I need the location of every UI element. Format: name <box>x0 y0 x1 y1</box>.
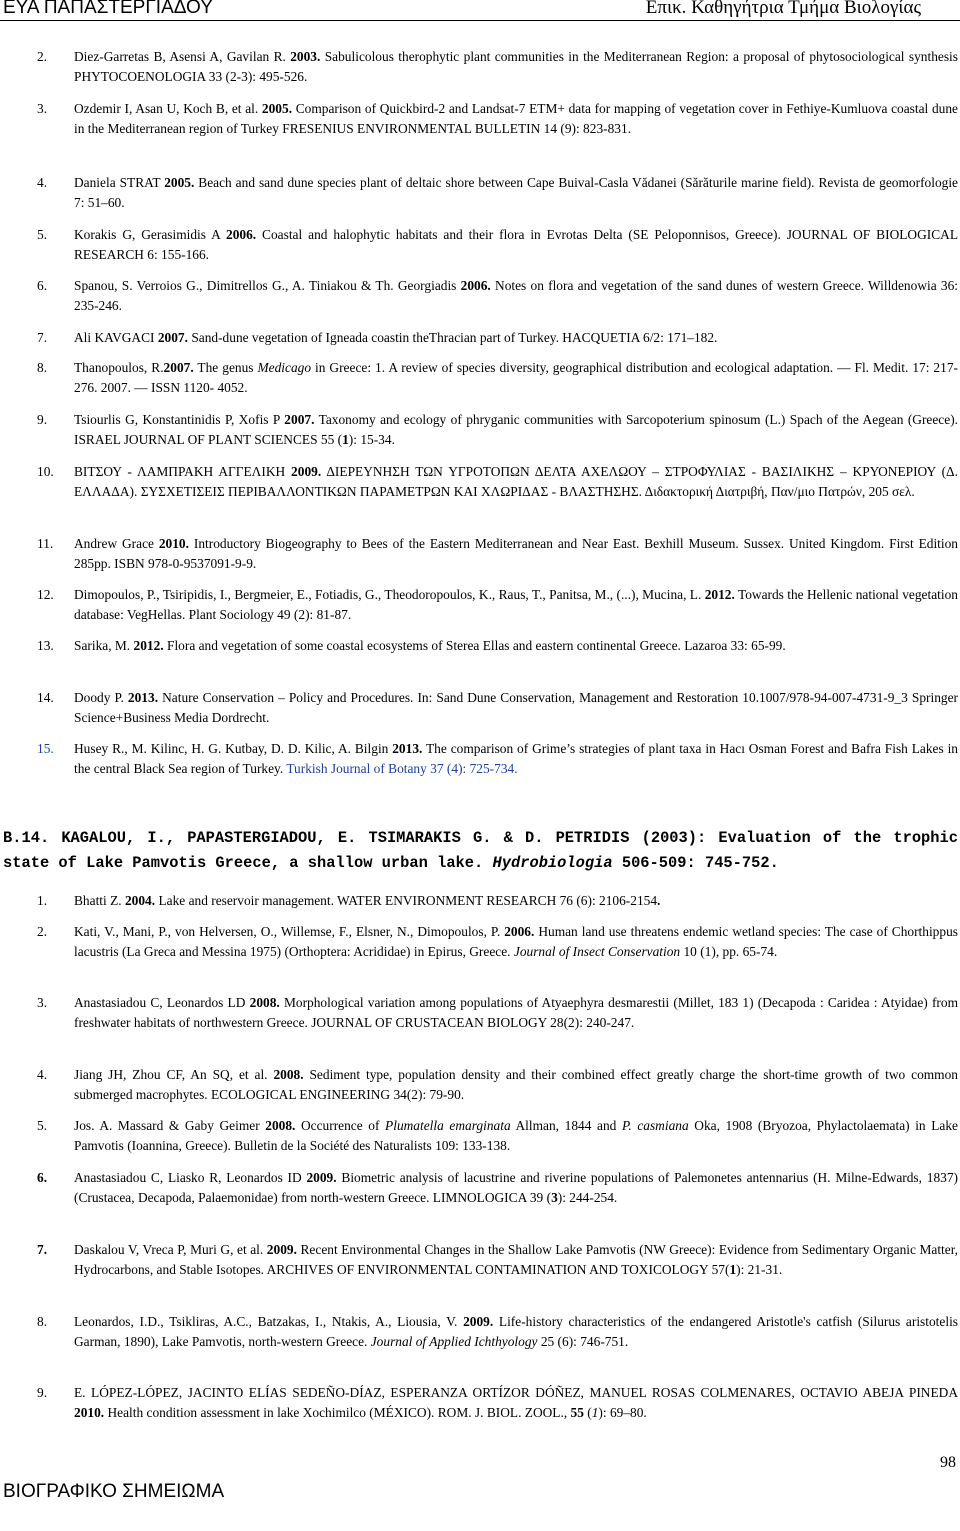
reference-text-segment: 2006. <box>460 278 491 293</box>
reference-entry <box>74 1168 958 1207</box>
reference-text-segment: P. casmiana <box>621 1118 689 1133</box>
reference-number: 14. <box>37 690 54 705</box>
reference-text-segment: Notes on flora and vegetation of the sand dunes of western Greece. Willdenowia 36: 235-246. <box>74 278 959 313</box>
reference-text-segment: 2009. <box>306 1170 337 1185</box>
reference-text-segment: The genus <box>193 360 258 375</box>
reference-text-segment: 2009. <box>463 1314 494 1329</box>
reference-entry <box>74 993 958 1032</box>
reference-text-segment: 2003. <box>290 49 321 64</box>
reference-number: 8. <box>37 1314 48 1329</box>
reference-entry <box>74 891 958 911</box>
reference-text-segment: 2010. <box>74 1404 105 1420</box>
reference-text-segment: 2006. <box>504 924 535 939</box>
reference-text-segment: 2007. <box>163 360 194 375</box>
footer-title: ΒΙΟΓΡΑΦΙΚΟ ΣΗΜΕΙΩΜΑ <box>3 1481 225 1502</box>
reference-text-segment[interactable]: Turkish Journal of Botany 37 (4): 725-734. <box>286 760 518 776</box>
reference-text-segment: Oka, 1908 (Bryozoa, Phylactolaemata) in Lake Pamvotis (Ioannina, Greece). Bulletin de la Société des Naturalists 109: 133-138. <box>74 1118 958 1153</box>
reference-number: 6. <box>37 1170 48 1185</box>
reference-entry <box>74 1116 958 1155</box>
reference-entry <box>74 276 958 315</box>
reference-text-segment: Taxonomy and ecology of phryganic communities with Sarcopoterium spinosum (L.) Spach of the Aegean (Greece). ISRAEL JOURNAL OF PLANT SCIENCES 55 ( <box>74 412 958 447</box>
reference-text-segment: Jos. A. Massard & Gaby Geimer <box>74 1118 266 1133</box>
reference-text-segment: ): 15-34. <box>348 431 395 447</box>
reference-number: 3. <box>37 995 48 1010</box>
reference-text-segment: Daskalou V, Vreca P, Muri G, et al. <box>74 1242 267 1257</box>
reference-text-segment: 2012. <box>704 587 735 602</box>
reference-number: 12. <box>37 587 54 602</box>
reference-entry <box>74 534 958 573</box>
reference-text-segment: 2005. <box>164 175 195 190</box>
reference-entry <box>74 688 958 727</box>
reference-number: 4. <box>37 1067 48 1082</box>
reference-text-segment: . <box>657 893 661 908</box>
reference-text-segment: Ozdemir I, Asan U, Koch B, et al. <box>74 101 262 116</box>
reference-number: 2. <box>37 49 48 64</box>
reference-text-segment: Daniela STRAT <box>74 175 165 190</box>
reference-text-segment: Journal of Applied Ichthyology <box>370 1333 538 1349</box>
reference-text-segment: Life-history characteristics of the endangered Aristotle's catfish (Silurus aristotelis Garman, 1890), Lake Pamvotis, north-western Greece. <box>74 1314 959 1349</box>
page-header-left: ΕΥΑ ΠΑΠΑΣΤΕΡΓΙΑΔΟΥ <box>3 0 213 18</box>
reference-text-segment: 2004. <box>124 893 156 908</box>
reference-number: 7. <box>37 1242 48 1257</box>
reference-text-segment: Sand-dune vegetation of Igneada coastin theThracian part of Turkey. HACQUETIA 6/2: 171–182. <box>187 330 718 345</box>
reference-number: 13. <box>37 638 54 653</box>
header-rule <box>0 20 960 21</box>
reference-text-segment: 2008. <box>273 1067 304 1082</box>
reference-text-segment: 10 (1), pp. 65-74. <box>680 943 778 959</box>
reference-text-segment: 2007. <box>284 412 315 427</box>
reference-number: 2. <box>37 924 48 939</box>
reference-text-segment: 2013. <box>392 741 423 756</box>
reference-text-segment: 2008. <box>249 995 280 1010</box>
reference-entry <box>74 47 958 86</box>
reference-entry <box>74 358 958 397</box>
reference-number: 6. <box>37 278 48 293</box>
reference-text-segment: Nature Conservation – Policy and Procedures. In: Sand Dune Conservation, Management and Restoration 10.1007/978-94-007-4731-9_3 Springer Science+Business Media Dordrecht. <box>74 690 958 725</box>
reference-text-segment: Tsiourlis G, Konstantinidis P, Xofis P <box>74 412 285 427</box>
reference-number: 3. <box>37 101 48 116</box>
section-heading-b14 <box>3 826 958 876</box>
reference-text-segment: Diez-Garretas B, Asensi A, Gavilan R. <box>74 49 291 64</box>
reference-text-segment: Husey R., M. Kilinc, H. G. Kutbay, D. D. Kilic, A. Bilgin <box>74 741 393 756</box>
reference-entry <box>74 1065 958 1104</box>
reference-text-segment: B.14. KAGALOU, I., PAPASTERGIADOU, E. TSIMARAKIS G. & D. PETRIDIS (2003): Evaluation of the trophic state of Lake Pamvotis Greece, a shallow urban lake. <box>3 829 958 872</box>
reference-text-segment: 2010. <box>158 536 189 551</box>
reference-text-segment: Kati, V., Mani, P., von Helversen, O., Willemse, F., Elsner, N., Dimopoulos, P. <box>74 924 505 939</box>
reference-text-segment: 2013. <box>127 690 159 705</box>
reference-text-segment: Hydrobiologia <box>492 854 613 872</box>
reference-text-segment: Sarika, M. <box>74 638 134 653</box>
reference-text-segment: Towards the Hellenic national vegetation database: VegHellas. Plant Sociology 49 (2): 81-87. <box>74 587 958 622</box>
reference-entry <box>74 585 958 624</box>
reference-text-segment: Thanopoulos, R. <box>74 360 164 375</box>
reference-text-segment: 1 <box>591 1404 599 1420</box>
reference-text-segment: Bhatti Z. <box>74 893 125 908</box>
reference-text-segment: 3 <box>551 1189 558 1205</box>
reference-text-segment: ΒΙΤΣΟΥ - ΛΑΜΠΡΑΚΗ ΑΓΓΕΛΙΚΗ <box>74 464 292 479</box>
reference-text-segment: Health condition assessment in lake Xochimilco (MÉXICO). ROM. J. BIOL. ZOOL., <box>104 1404 571 1420</box>
reference-text-segment: Beach and sand dune species plant of deltaic shore between Cape Buival-Casla Vădanei (Sărăturile marine field). Revista de geomorfologie 7: 51–60. <box>74 175 958 210</box>
reference-text-segment: ΔΙΕΡΕΥΝΗΣΗ ΤΩΝ ΥΓΡΟΤΟΠΩΝ ΔΕΛΤΑ ΑΧΕΛΩΟΥ – ΣΤΡΟΦΥΛΙΑΣ - ΒΑΣΙΛΙΚΗΣ – ΚΡΥΟΝΕΡΙΟΥ (Δ. ΕΛΛΑΔΑ). ΣΥΣΧΕΤΙΣΕΙΣ ΠΕΡΙΒΑΛΛΟΝΤΙΚΩΝ ΠΑΡΑΜΕΤΡΩΝ ΚΑΙ ΧΛΩΡΙΔΑΣ - ΒΛΑΣΤΗΣΗΣ. Διδακτορική Διατριβή, Παν/μιο Πατρών, 205 σελ. <box>74 464 959 499</box>
reference-text-segment: Spanou, S. Verroios G., Dimitrellos G., A. Tiniakou & Th. Georgiadis <box>74 278 461 293</box>
reference-text-segment: Korakis G, Gerasimidis A <box>74 227 226 242</box>
reference-text-segment: ( <box>583 1404 592 1420</box>
reference-number: 10. <box>37 464 54 479</box>
reference-number: 11. <box>37 536 54 551</box>
reference-text-segment: in Greece: 1. A review of species diversity, geographical distribution and ecological adaptation. — Fl. Medit. 17: 217-276. 2007. — ISSN 1120- 4052. <box>74 360 958 395</box>
page-header-right: Επικ. Καθηγήτρια Τμήμα Βιολογίας <box>645 0 921 18</box>
reference-text-segment: Anastasiadou C, Leonardos LD <box>74 995 250 1010</box>
reference-text-segment: Anastasiadou C, Liasko R, Leonardos ID <box>74 1170 307 1185</box>
reference-text-segment: The comparison of Grime’s strategies of plant taxa in Hacı Osman Forest and Bafra Fish Lakes in the central Black Sea region of Turkey. <box>74 741 958 776</box>
reference-text-segment: Ali KAVGACI <box>74 330 158 345</box>
reference-text-segment: Comparison of Quickbird-2 and Landsat-7 ETM+ data for mapping of vegetation cover in Fethiye-Kumluova coastal dune in the Mediterranean region of Turkey FRESENIUS ENVIRONMENTAL BULLETIN 14 (9): 823-831. <box>74 101 958 136</box>
reference-text-segment: Dimopoulos, P., Tsiripidis, I., Bergmeier, E., Fotiadis, G., Theodoropoulos, K., Raus, T., Panitsa, M., (...), Mucina, L. <box>74 587 705 602</box>
reference-text-segment: Sabulicolous therophytic plant communities in the Mediterranean Region: a proposal of phytosociological synthesis PHYTOCOENOLOGIA 33 (2-3): 495-526. <box>74 49 958 84</box>
reference-text-segment: Human land use threatens endemic wetland species: The case of Chorthippus lacustris (La Greca and Messina 1975) (Orthoptera: Acrididae) in Epirus, Greece. <box>74 924 958 959</box>
reference-text-segment: 2009. <box>291 464 322 479</box>
reference-text-segment: Introductory Biogeography to Bees of the Eastern Mediterranean and Near East. Bexhill Museum. Sussex. United Kingdom. First Edition 285pp. ISBN 978-0-9537091-9-9. <box>74 536 958 571</box>
reference-text-segment: Sediment type, population density and their combined effect greatly charge the short-time growth of two common submerged macrophytes. ECOLOGICAL ENGINEERING 34(2): 79-90. <box>74 1067 958 1102</box>
reference-number: 1. <box>37 893 48 908</box>
reference-text-segment: Lake and reservoir management. WATER ENVIRONMENT RESEARCH 76 (6): 2106-2154 <box>155 893 658 908</box>
reference-text-segment: Jiang JH, Zhou CF, An SQ, et al. <box>74 1067 274 1082</box>
reference-entry <box>74 462 958 501</box>
reference-text-segment: 2012. <box>133 638 164 653</box>
reference-text-segment: 1 <box>729 1261 737 1277</box>
reference-entry <box>74 922 958 961</box>
reference-number: 5. <box>37 1118 48 1133</box>
reference-text-segment: 25 (6): 746-751. <box>537 1333 629 1349</box>
reference-text-segment: 55 <box>570 1404 584 1420</box>
reference-text-segment: 506-509: 745-752. <box>612 854 779 872</box>
reference-number: 8. <box>37 360 48 375</box>
reference-entry <box>74 1383 958 1422</box>
reference-text-segment: Medicago <box>257 360 312 375</box>
reference-text-segment: Morphological variation among populations of Atyaephyra desmarestii (Millet, 183 1) (Decapoda : Caridea : Atyidae) from freshwater habitats of northwestern Greece. JOURNAL OF CRUSTACEAN BIOLOGY 28(2): 240-247. <box>74 995 958 1030</box>
reference-text-segment: 1 <box>342 431 349 447</box>
reference-text-segment: Recent Environmental Changes in the Shallow Lake Pamvotis (NW Greece): Evidence from Sedimentary Organic Matter, Hydrocarbons, and Stable Isotopes. ARCHIVES OF ENVIRONMENTAL CONTAMINATION AND TOXICOLOGY 57( <box>74 1242 958 1277</box>
reference-text-segment: Andrew Grace <box>74 536 159 551</box>
reference-entry <box>74 739 958 778</box>
reference-number: 4. <box>37 175 48 190</box>
reference-number: 5. <box>37 227 48 242</box>
reference-text-segment: ): 244-254. <box>557 1189 618 1205</box>
reference-text-segment: ): 69–80. <box>598 1404 647 1420</box>
reference-text-segment: E. LÓPEZ-LÓPEZ, JACINTO ELÍAS SEDEÑO-DÍAZ, ESPERANZA ORTÍZOR DÓÑEZ, MANUEL ROSAS COLMENARES, OCTAVIO ABEJA PINEDA <box>74 1385 958 1400</box>
reference-entry <box>74 1240 958 1279</box>
reference-text-segment: Flora and vegetation of some coastal ecosystems of Sterea Ellas and eastern continental Greece. Lazaroa 33: 65-99. <box>163 638 786 653</box>
reference-text-segment: 2005. <box>261 101 293 116</box>
reference-text-segment: Plumatella emarginata <box>385 1118 511 1133</box>
reference-number: 9. <box>37 412 48 427</box>
reference-entry <box>74 1312 958 1351</box>
reference-entry <box>74 636 958 656</box>
reference-text-segment: 2006. <box>226 227 257 242</box>
reference-text-segment: Journal of Insect Conservation <box>513 943 681 959</box>
reference-text-segment: Biometric analysis of lacustrine and riverine populations of Palemonetes antennarius (H. Milne-Edwards, 1837) (Crustacea, Decapoda, Palaemonidae) from north-western Greece. LIMNOLOGICA 39 ( <box>74 1170 958 1205</box>
reference-text-segment: 2009. <box>266 1242 297 1257</box>
reference-entry <box>74 225 958 264</box>
reference-entry <box>74 173 958 212</box>
reference-text-segment: Leonardos, I.D., Tsikliras, A.C., Batzakas, I., Ntakis, A., Liousia, V. <box>74 1314 464 1329</box>
reference-text-segment: Coastal and halophytic habitats and their flora in Evrotas Delta (SE Peloponnisos, Greece). JOURNAL OF BIOLOGICAL RESEARCH 6: 155-166. <box>74 227 958 262</box>
reference-text-segment: Doody P. <box>74 690 128 705</box>
reference-text-segment: 2008. <box>265 1118 296 1133</box>
reference-entry <box>74 328 958 348</box>
reference-number: 15. <box>37 741 54 756</box>
reference-number: 7. <box>37 330 48 345</box>
reference-entry <box>74 99 958 138</box>
reference-entry <box>74 410 958 449</box>
reference-text-segment: Occurrence of <box>295 1118 386 1133</box>
reference-text-segment: 2007. <box>157 330 188 345</box>
reference-number: 9. <box>37 1385 48 1400</box>
reference-text-segment: ): 21-31. <box>736 1261 783 1277</box>
reference-text-segment: Allman, 1844 and <box>510 1118 622 1133</box>
page-number: 98 <box>940 1454 956 1471</box>
